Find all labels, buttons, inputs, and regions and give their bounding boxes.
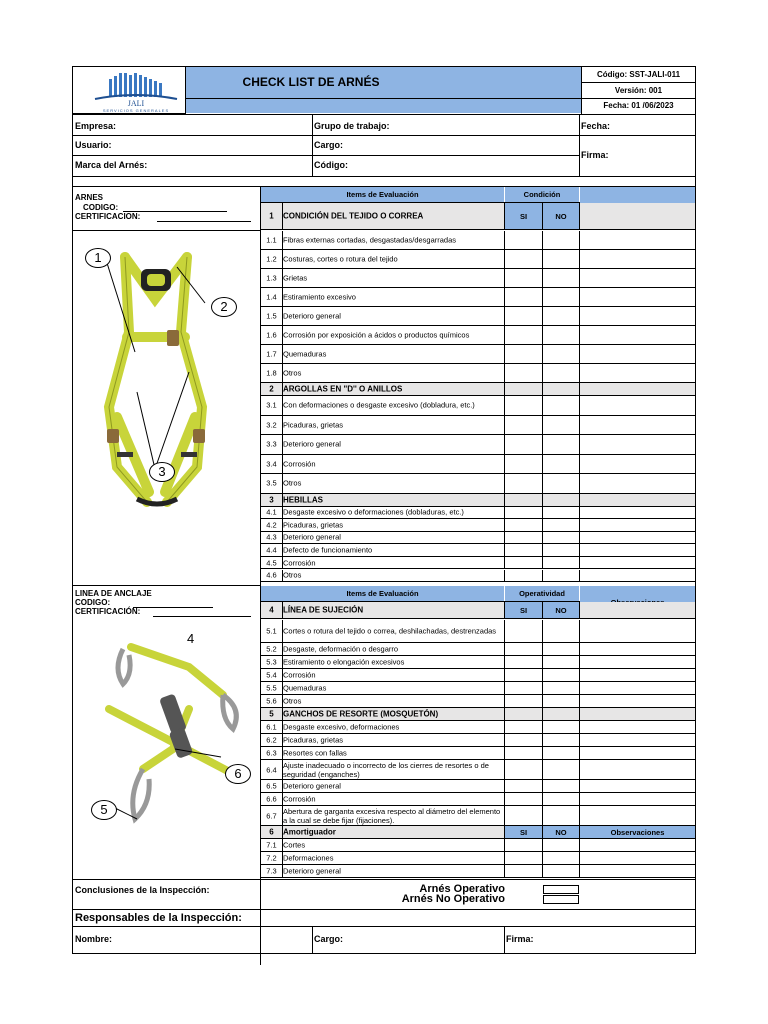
- item-row: [261, 806, 695, 826]
- doc-version: Versión: 001: [614, 86, 663, 95]
- item-number: 3.3: [266, 439, 277, 449]
- operatividad-header: Operatividad: [519, 589, 565, 598]
- footer-cargo-label: Cargo:: [314, 934, 343, 944]
- si-cell[interactable]: [505, 269, 542, 287]
- codigo-label: Código:: [314, 160, 348, 170]
- item-text: Corrosión: [283, 459, 316, 469]
- section-title: HEBILLAS: [283, 495, 323, 504]
- si-cell[interactable]: [505, 507, 542, 519]
- no-cell[interactable]: [543, 307, 579, 325]
- observaciones-cell[interactable]: [580, 656, 695, 668]
- si-cell[interactable]: [505, 288, 542, 306]
- no-cell[interactable]: [543, 455, 579, 474]
- item-row: [261, 288, 695, 307]
- item-number: 6.7: [266, 811, 277, 820]
- item-number: 5.1: [266, 626, 277, 636]
- observaciones-cell[interactable]: [580, 507, 695, 519]
- item-row: [261, 780, 695, 793]
- observaciones-cell[interactable]: [580, 793, 695, 805]
- logo-subtitle: SERVICIOS GENERALES: [102, 108, 170, 113]
- no-cell[interactable]: [543, 643, 579, 655]
- observaciones-header-c: Observaciones: [610, 828, 665, 837]
- usuario-label: Usuario:: [75, 140, 112, 150]
- no-cell[interactable]: [543, 780, 579, 792]
- callout-1: 1: [85, 248, 111, 268]
- item-number: 6.2: [266, 735, 277, 745]
- si-cell[interactable]: [505, 721, 542, 733]
- item-row: [261, 643, 695, 656]
- item-row: [261, 416, 695, 436]
- item-number: 3.2: [266, 420, 277, 430]
- observaciones-cell[interactable]: [580, 760, 695, 779]
- no-cell[interactable]: [543, 806, 579, 825]
- observaciones-cell[interactable]: [580, 682, 695, 694]
- item-row: [261, 793, 695, 806]
- item-row: [261, 656, 695, 669]
- si-cell[interactable]: [505, 747, 542, 759]
- item-text: Picaduras, grietas: [283, 520, 344, 530]
- si-cell[interactable]: [505, 519, 542, 531]
- item-text: Deterioro general: [283, 439, 341, 449]
- observaciones-cell[interactable]: [580, 250, 695, 268]
- observaciones-cell[interactable]: [580, 570, 695, 582]
- doc-code: Código: SST-JALI-011: [596, 70, 681, 79]
- si-header-b: SI: [519, 606, 528, 615]
- section-4-row: 4 LÍNEA DE SUJECIÓN SI NO: [261, 602, 695, 619]
- item-number: 1.3: [266, 273, 277, 283]
- si-cell[interactable]: [505, 865, 542, 877]
- section-1-title: CONDICIÓN DEL TEJIDO O CORREA: [283, 211, 424, 221]
- no-cell[interactable]: [543, 519, 579, 531]
- si-cell[interactable]: [505, 682, 542, 694]
- page-title: CHECK LIST DE ARNÉS: [242, 75, 380, 89]
- nombre-label: Nombre:: [75, 934, 113, 944]
- item-text: Grietas: [283, 273, 308, 283]
- arnes-codigo-label: CODIGO:: [83, 203, 119, 212]
- item-row: [261, 269, 695, 288]
- item-text: Deformaciones: [283, 853, 334, 863]
- item-number: 4.2: [266, 520, 277, 530]
- no-cell[interactable]: [543, 288, 579, 306]
- observaciones-cell[interactable]: [580, 364, 695, 382]
- si-cell[interactable]: [505, 839, 542, 851]
- si-cell[interactable]: [505, 669, 542, 681]
- no-cell[interactable]: [543, 839, 579, 851]
- item-number: 5.3: [266, 657, 277, 667]
- item-text: Picaduras, grietas: [283, 735, 344, 745]
- item-row: [261, 307, 695, 326]
- item-number: 4.4: [266, 545, 277, 555]
- section-4-title: LÍNEA DE SUJECIÓN: [283, 605, 364, 615]
- no-cell[interactable]: [543, 852, 579, 864]
- no-cell[interactable]: [543, 269, 579, 287]
- section-title: ARGOLLAS EN "D'' O ANILLOS: [283, 384, 403, 394]
- cargo-label: Cargo:: [314, 140, 343, 150]
- observaciones-cell[interactable]: [580, 839, 695, 851]
- si-cell[interactable]: [505, 780, 542, 792]
- no-cell[interactable]: [543, 345, 579, 363]
- item-row: [261, 620, 695, 643]
- item-text: Desgaste, deformación o desgarro: [283, 644, 399, 654]
- item-row: [261, 231, 695, 250]
- fecha-label: Fecha:: [581, 121, 611, 131]
- item-text: Picaduras, grietas: [283, 420, 344, 430]
- item-text: Corrosión por exposición a ácidos o productos químicos: [283, 330, 470, 340]
- item-text: Corrosión: [283, 670, 316, 680]
- item-number: 5.6: [266, 696, 277, 706]
- observaciones-cell[interactable]: [580, 544, 695, 556]
- item-number: 4.3: [266, 532, 277, 542]
- item-text: Estiramiento o elongación excesivos: [283, 657, 405, 667]
- no-cell[interactable]: [543, 250, 579, 268]
- item-number: 3.5: [266, 478, 277, 488]
- item-text: Deterioro general: [283, 781, 341, 791]
- item-number: 4.6: [266, 570, 277, 580]
- item-number: 1.4: [266, 292, 277, 302]
- item-number: 5.2: [266, 644, 277, 654]
- no-cell[interactable]: [543, 364, 579, 382]
- arnes-cert-label: CERTIFICACION:: [75, 212, 141, 221]
- section-row: 2 ARGOLLAS EN "D'' O ANILLOS: [261, 383, 695, 396]
- si-cell[interactable]: [505, 695, 542, 707]
- observaciones-cell[interactable]: [580, 620, 695, 642]
- no-cell[interactable]: [543, 396, 579, 415]
- lanyard-illustration: [103, 629, 253, 839]
- item-number: 1.6: [266, 330, 277, 340]
- si-cell[interactable]: [505, 806, 542, 825]
- item-number: 3.4: [266, 459, 277, 469]
- no-cell[interactable]: [543, 474, 579, 493]
- item-number: 7.3: [266, 866, 277, 876]
- no-cell[interactable]: [543, 695, 579, 707]
- observaciones-cell[interactable]: [580, 519, 695, 531]
- item-text: Estiramiento excesivo: [283, 292, 356, 302]
- item-number: 4.5: [266, 558, 277, 568]
- item-number: 6.6: [266, 794, 277, 804]
- item-number: 3.1: [266, 400, 277, 410]
- item-text: Otros: [283, 478, 302, 488]
- observaciones-cell[interactable]: [580, 557, 695, 569]
- si-cell[interactable]: [505, 396, 542, 415]
- observaciones-cell[interactable]: [580, 474, 695, 493]
- item-row: [261, 435, 695, 455]
- linea-label: LINEA DE ANCLAJE: [75, 589, 152, 598]
- section-1-row: 1 CONDICIÓN DEL TEJIDO O CORREA SI NO: [261, 203, 695, 230]
- item-row: [261, 455, 695, 475]
- item-row: [261, 474, 695, 494]
- si-cell[interactable]: [505, 760, 542, 779]
- doc-date: Fecha: 01 /06/2023: [603, 101, 674, 110]
- si-cell[interactable]: [505, 734, 542, 746]
- observaciones-cell[interactable]: [580, 643, 695, 655]
- grupo-label: Grupo de trabajo:: [314, 121, 390, 131]
- si-cell[interactable]: [505, 416, 542, 435]
- item-text: Otros: [283, 696, 302, 706]
- no-cell[interactable]: [543, 532, 579, 544]
- si-cell[interactable]: [505, 307, 542, 325]
- item-text: Defecto de funcionamiento: [283, 545, 373, 555]
- item-text: Desgaste excesivo o deformaciones (dobladuras, etc.): [283, 507, 464, 517]
- observaciones-cell[interactable]: [580, 852, 695, 864]
- observaciones-cell[interactable]: [580, 806, 695, 825]
- item-text: Resortes con fallas: [283, 748, 347, 758]
- item-row: [261, 760, 695, 780]
- si-cell[interactable]: [505, 364, 542, 382]
- si-header-c: SI: [519, 828, 528, 837]
- callout-3: 3: [149, 462, 175, 482]
- no-cell[interactable]: [543, 760, 579, 779]
- item-number: 7.2: [266, 853, 277, 863]
- item-text: Quemaduras: [283, 683, 327, 693]
- item-text: Desgaste excesivo, deformaciones: [283, 722, 400, 732]
- no-cell[interactable]: [543, 669, 579, 681]
- item-text: Deterioro general: [283, 311, 341, 321]
- item-number: 1.5: [266, 311, 277, 321]
- si-cell[interactable]: [505, 345, 542, 363]
- checklist-form: [72, 66, 696, 954]
- no-cell[interactable]: [543, 734, 579, 746]
- item-row: [261, 669, 695, 682]
- item-text: Corrosión: [283, 794, 316, 804]
- condicion-header: Condición: [523, 190, 561, 199]
- observaciones-cell[interactable]: [580, 396, 695, 415]
- item-number: 1.1: [266, 235, 277, 245]
- no-cell[interactable]: [543, 416, 579, 435]
- conclusiones-label: Conclusiones de la Inspección:: [75, 885, 210, 895]
- si-cell[interactable]: [505, 544, 542, 556]
- item-text: Ajuste inadecuado o incorrecto de los cierres de resortes o de seguridad (enganches): [283, 760, 489, 779]
- si-cell[interactable]: [505, 852, 542, 864]
- callout-2: 2: [211, 297, 237, 317]
- item-text: Cortes o rotura del tejido o correa, deshilachadas, destrenzadas: [283, 626, 497, 636]
- observaciones-cell[interactable]: [580, 780, 695, 792]
- item-text: Costuras, cortes o rotura del tejido: [283, 254, 398, 264]
- item-row: [261, 721, 695, 734]
- item-text: Deterioro general: [283, 532, 341, 542]
- logo-name: JALI: [127, 99, 145, 108]
- item-text: Fibras externas cortadas, desgastadas/desgarradas: [283, 235, 457, 245]
- no-cell[interactable]: [543, 435, 579, 454]
- si-cell[interactable]: [505, 793, 542, 805]
- item-row: [261, 396, 695, 416]
- item-row: [261, 682, 695, 695]
- item-number: 5.5: [266, 683, 277, 693]
- no-cell[interactable]: [543, 557, 579, 569]
- no-cell[interactable]: [543, 570, 579, 582]
- si-cell[interactable]: [505, 231, 542, 249]
- si-cell[interactable]: [505, 570, 542, 582]
- item-row: [261, 345, 695, 364]
- observaciones-cell[interactable]: [580, 695, 695, 707]
- observaciones-cell[interactable]: [580, 669, 695, 681]
- item-number: 1.7: [266, 349, 277, 359]
- item-text: Otros: [283, 570, 302, 580]
- no-cell[interactable]: [543, 544, 579, 556]
- marca-label: Marca del Arnés:: [75, 160, 148, 170]
- item-row: [261, 250, 695, 269]
- si-cell[interactable]: [505, 455, 542, 474]
- observaciones-cell[interactable]: [580, 532, 695, 544]
- item-text: Deterioro general: [283, 866, 341, 876]
- si-cell[interactable]: [505, 620, 542, 642]
- si-cell[interactable]: [505, 250, 542, 268]
- arnes-label: ARNES: [75, 193, 104, 202]
- item-row: [261, 532, 695, 545]
- item-number: 6.1: [266, 722, 277, 732]
- si-cell[interactable]: [505, 643, 542, 655]
- observaciones-cell[interactable]: [580, 345, 695, 363]
- observaciones-cell[interactable]: [580, 435, 695, 454]
- item-number: 6.3: [266, 748, 277, 758]
- si-cell[interactable]: [505, 532, 542, 544]
- no-cell[interactable]: [543, 656, 579, 668]
- item-number: 4.1: [266, 507, 277, 517]
- item-text: Otros: [283, 368, 302, 378]
- item-row: [261, 747, 695, 760]
- linea-codigo-label: CODIGO:: [75, 598, 111, 607]
- section-row: 5 GANCHOS DE RESORTE (MOSQUETÓN): [261, 708, 695, 721]
- item-number: 6.4: [266, 765, 277, 774]
- no-cell[interactable]: [543, 507, 579, 519]
- item-text: Quemaduras: [283, 349, 327, 359]
- item-row: [261, 519, 695, 532]
- observaciones-cell[interactable]: [580, 326, 695, 344]
- item-number: 1.8: [266, 368, 277, 378]
- item-text: Abertura de garganta excesiva respecto al diámetro del elemento a la cual se debe fijar (fijaciones).: [283, 806, 501, 825]
- item-row: [261, 734, 695, 747]
- no-header-a: NO: [555, 212, 567, 221]
- section-row: 6 Amortiguador SI NO Observaciones: [261, 826, 695, 839]
- callout-6: 6: [225, 764, 251, 784]
- item-text: Con deformaciones o desgaste excesivo (dobladura, etc.): [283, 400, 475, 410]
- footer-firma-label: Firma:: [506, 934, 534, 944]
- section-title: GANCHOS DE RESORTE (MOSQUETÓN): [283, 709, 439, 719]
- no-cell[interactable]: [543, 747, 579, 759]
- item-row: [261, 865, 695, 878]
- no-operativo-label: Arnés No Operativo: [401, 893, 505, 905]
- observaciones-cell[interactable]: [580, 455, 695, 474]
- observaciones-cell[interactable]: [580, 734, 695, 746]
- no-cell[interactable]: [543, 865, 579, 877]
- item-number: 5.4: [266, 670, 277, 680]
- item-row: [261, 507, 695, 520]
- si-cell[interactable]: [505, 326, 542, 344]
- no-cell[interactable]: [543, 793, 579, 805]
- responsables-label: Responsables de la Inspección:: [75, 912, 242, 924]
- si-cell[interactable]: [505, 435, 542, 454]
- linea-cert-label: CERTIFICACIÓN:: [75, 607, 141, 616]
- item-number: 7.1: [266, 840, 277, 850]
- section-row: 3 HEBILLAS: [261, 494, 695, 507]
- observaciones-cell[interactable]: [580, 307, 695, 325]
- operativo-label: Arnés Operativo: [419, 883, 505, 895]
- observaciones-cell[interactable]: [580, 231, 695, 249]
- item-number: 6.5: [266, 781, 277, 791]
- no-header-b: NO: [555, 606, 567, 615]
- si-header-a: SI: [519, 212, 528, 221]
- item-row: [261, 852, 695, 865]
- item-row: [261, 544, 695, 557]
- firma-label: Firma:: [581, 150, 609, 160]
- observaciones-cell[interactable]: [580, 865, 695, 877]
- observaciones-cell[interactable]: [580, 721, 695, 733]
- callout-4: 4: [187, 631, 195, 646]
- si-cell[interactable]: [505, 557, 542, 569]
- lanyard-image: [103, 629, 253, 839]
- si-cell[interactable]: [505, 656, 542, 668]
- observaciones-cell[interactable]: [580, 747, 695, 759]
- item-row: [261, 364, 695, 383]
- no-cell[interactable]: [543, 682, 579, 694]
- item-row: [261, 557, 695, 570]
- empresa-label: Empresa:: [75, 121, 117, 131]
- observaciones-cell[interactable]: [580, 288, 695, 306]
- no-header-c: NO: [555, 828, 567, 837]
- item-row: [261, 839, 695, 852]
- item-text: Cortes: [283, 840, 306, 850]
- callout-5: 5: [91, 800, 117, 820]
- item-row: [261, 326, 695, 345]
- observaciones-cell[interactable]: [580, 269, 695, 287]
- item-number: 1.2: [266, 254, 277, 264]
- no-cell[interactable]: [543, 620, 579, 642]
- operativo-checkbox[interactable]: [543, 885, 579, 894]
- item-row: [261, 695, 695, 708]
- item-row: [261, 570, 695, 583]
- item-text: Corrosión: [283, 558, 316, 568]
- items-header-a: Items de Evaluación: [346, 190, 419, 199]
- no-cell[interactable]: [543, 231, 579, 249]
- observaciones-cell[interactable]: [580, 416, 695, 435]
- no-cell[interactable]: [543, 721, 579, 733]
- company-logo: [91, 69, 181, 113]
- no-cell[interactable]: [543, 326, 579, 344]
- section-title: Amortiguador: [283, 827, 336, 837]
- items-header-b: Items de Evaluación: [346, 589, 419, 598]
- no-operativo-checkbox[interactable]: [543, 895, 579, 904]
- si-cell[interactable]: [505, 474, 542, 493]
